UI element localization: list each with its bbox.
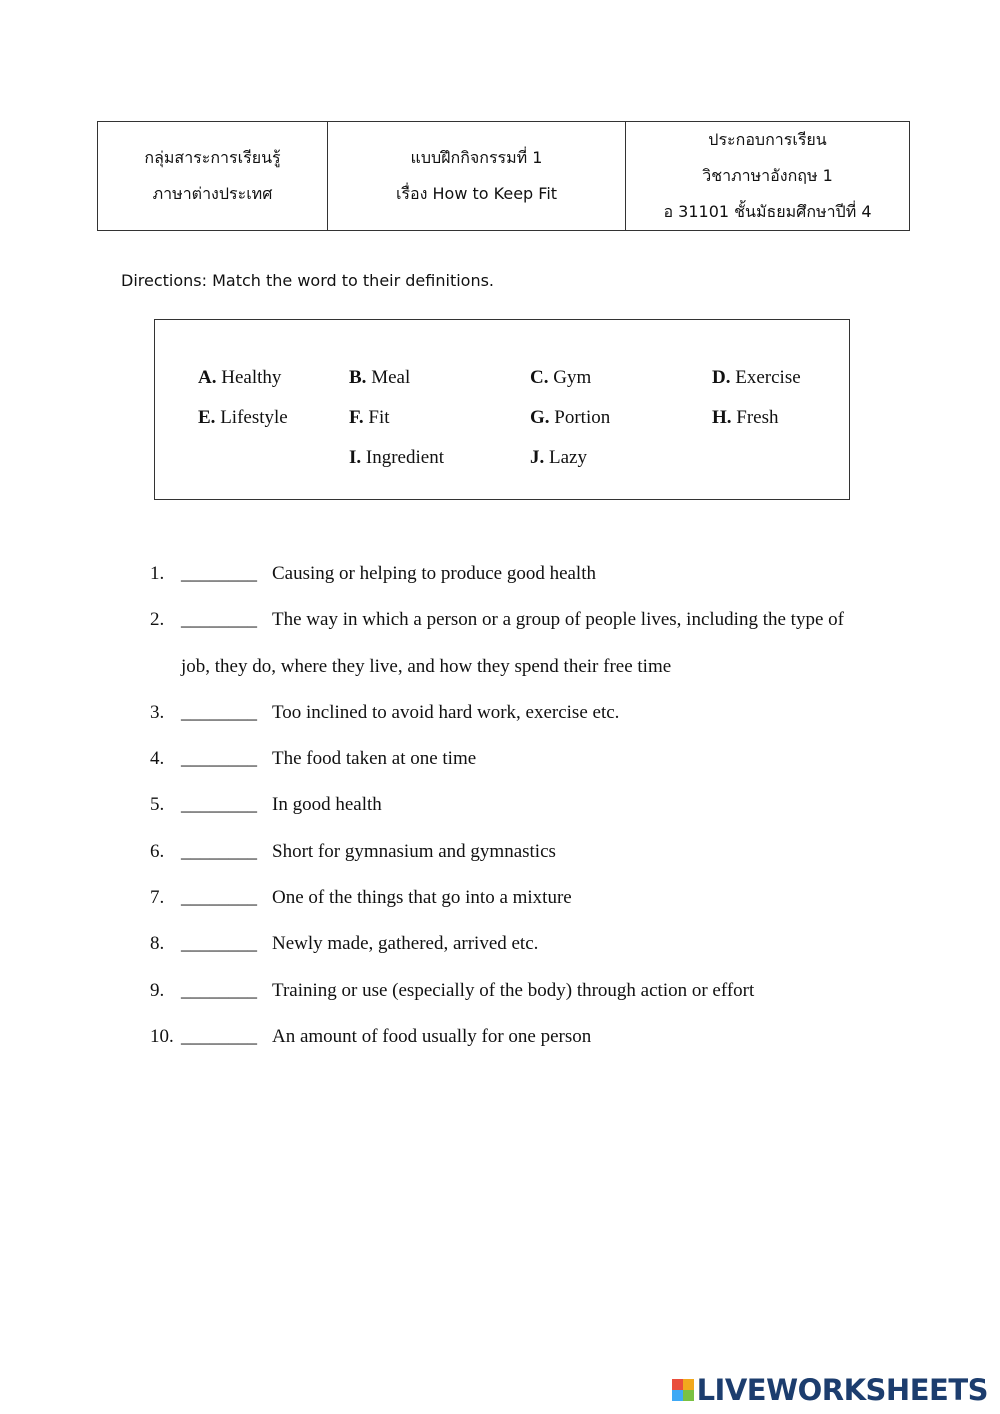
word-bank-item <box>349 367 410 389</box>
activity-title-line-2: เรื่อง How to Keep Fit <box>395 184 558 203</box>
word-bank-item <box>530 407 610 429</box>
question-item <box>150 606 910 652</box>
word-bank-item <box>712 407 779 429</box>
question-item <box>150 560 910 606</box>
question-number: 6. <box>150 840 165 862</box>
question-text-continued: job, they do, where they live, and how they spend their free time <box>181 655 672 677</box>
logo-text: LIVEWORKSHEETS <box>696 1373 988 1407</box>
question-text: Short for gymnasium and gymnastics <box>272 840 556 862</box>
word-bank-item <box>349 447 444 469</box>
subject-group-line-1: กลุ่มสาระการเรียนรู้ <box>144 148 281 167</box>
question-item <box>150 884 910 930</box>
question-text: An amount of food usually for one person <box>272 1025 592 1047</box>
directions-text: Directions: Match the word to their definitions. <box>121 271 495 290</box>
question-text: In good health <box>272 794 382 816</box>
word-text: Portion <box>554 407 611 428</box>
question-item <box>150 1023 910 1069</box>
question-item <box>150 745 910 791</box>
answer-blank[interactable]: ________ <box>181 701 257 723</box>
word-letter: D. <box>712 367 731 388</box>
course-info-line-2: วิชาภาษาอังกฤษ 1 <box>702 166 833 185</box>
word-bank-item <box>530 447 587 469</box>
answer-blank[interactable]: ________ <box>181 609 257 631</box>
course-info-line-3: อ 31101 ชั้นมัธยมศึกษาปีที่ 4 <box>663 202 872 221</box>
header-table <box>97 121 910 231</box>
word-bank-item <box>712 367 801 389</box>
course-info-cell <box>626 122 910 231</box>
word-letter: I. <box>349 447 362 468</box>
answer-blank[interactable]: ________ <box>181 1025 257 1047</box>
question-number: 9. <box>150 979 165 1001</box>
answer-blank[interactable]: ________ <box>181 887 257 909</box>
question-continuation <box>150 653 910 699</box>
question-number: 2. <box>150 609 165 631</box>
question-text: Causing or helping to produce good health <box>272 563 596 584</box>
word-bank-item <box>198 407 288 429</box>
word-letter: H. <box>712 407 732 428</box>
word-text: Healthy <box>221 367 282 388</box>
answer-blank[interactable]: ________ <box>181 748 257 770</box>
question-text: One of the things that go into a mixture <box>272 887 572 909</box>
course-info-line-1: ประกอบการเรียน <box>708 130 827 149</box>
word-text: Ingredient <box>365 447 444 468</box>
word-text: Exercise <box>735 367 801 388</box>
question-number: 1. <box>150 563 165 584</box>
answer-blank[interactable]: ________ <box>181 933 257 955</box>
word-bank <box>154 319 850 500</box>
word-text: Lifestyle <box>220 407 288 428</box>
subject-group-line-2: ภาษาต่างประเทศ <box>152 184 273 203</box>
question-number: 3. <box>150 701 165 723</box>
word-bank-item <box>198 367 281 389</box>
question-text: The food taken at one time <box>272 748 477 770</box>
liveworksheets-logo[interactable] <box>672 1372 988 1408</box>
question-text: The way in which a person or a group of people lives, including the type of <box>272 609 844 631</box>
question-item <box>150 930 910 976</box>
question-number: 5. <box>150 794 165 816</box>
word-letter: G. <box>530 407 550 428</box>
logo-square-orange <box>683 1379 694 1390</box>
word-text: Lazy <box>549 447 587 468</box>
word-letter: B. <box>349 367 367 388</box>
question-item <box>150 977 910 1023</box>
word-bank-item <box>530 367 591 389</box>
question-item <box>150 791 910 837</box>
question-number: 4. <box>150 748 165 770</box>
answer-blank[interactable]: ________ <box>181 840 257 862</box>
question-number: 10. <box>150 1025 174 1047</box>
question-list <box>150 560 910 1069</box>
word-text: Fresh <box>736 407 779 428</box>
word-letter: E. <box>198 407 216 428</box>
answer-blank[interactable]: ________ <box>181 979 257 1001</box>
word-letter: F. <box>349 407 364 428</box>
question-text: Too inclined to avoid hard work, exercise etc. <box>272 701 620 723</box>
question-item <box>150 699 910 745</box>
word-text: Fit <box>368 407 390 428</box>
word-bank-item <box>349 407 390 429</box>
question-item <box>150 838 910 884</box>
logo-square-green <box>683 1390 694 1401</box>
answer-blank[interactable]: ________ <box>181 794 257 816</box>
question-number: 8. <box>150 933 165 955</box>
question-number: 7. <box>150 887 165 909</box>
word-letter: A. <box>198 367 217 388</box>
word-text: Gym <box>553 367 592 388</box>
answer-blank[interactable]: ________ <box>181 563 257 584</box>
liveworksheets-logo-icon <box>672 1379 694 1401</box>
logo-square-blue <box>672 1390 683 1401</box>
question-text: Newly made, gathered, arrived etc. <box>272 933 539 955</box>
activity-title-cell <box>328 122 626 231</box>
logo-square-red <box>672 1379 683 1390</box>
word-letter: C. <box>530 367 549 388</box>
question-text: Training or use (especially of the body) through action or effort <box>272 979 755 1001</box>
word-text: Meal <box>371 367 411 388</box>
activity-title-line-1: แบบฝึกกิจกรรมที่ 1 <box>410 148 543 167</box>
subject-group-cell <box>98 122 328 231</box>
word-letter: J. <box>530 447 545 468</box>
